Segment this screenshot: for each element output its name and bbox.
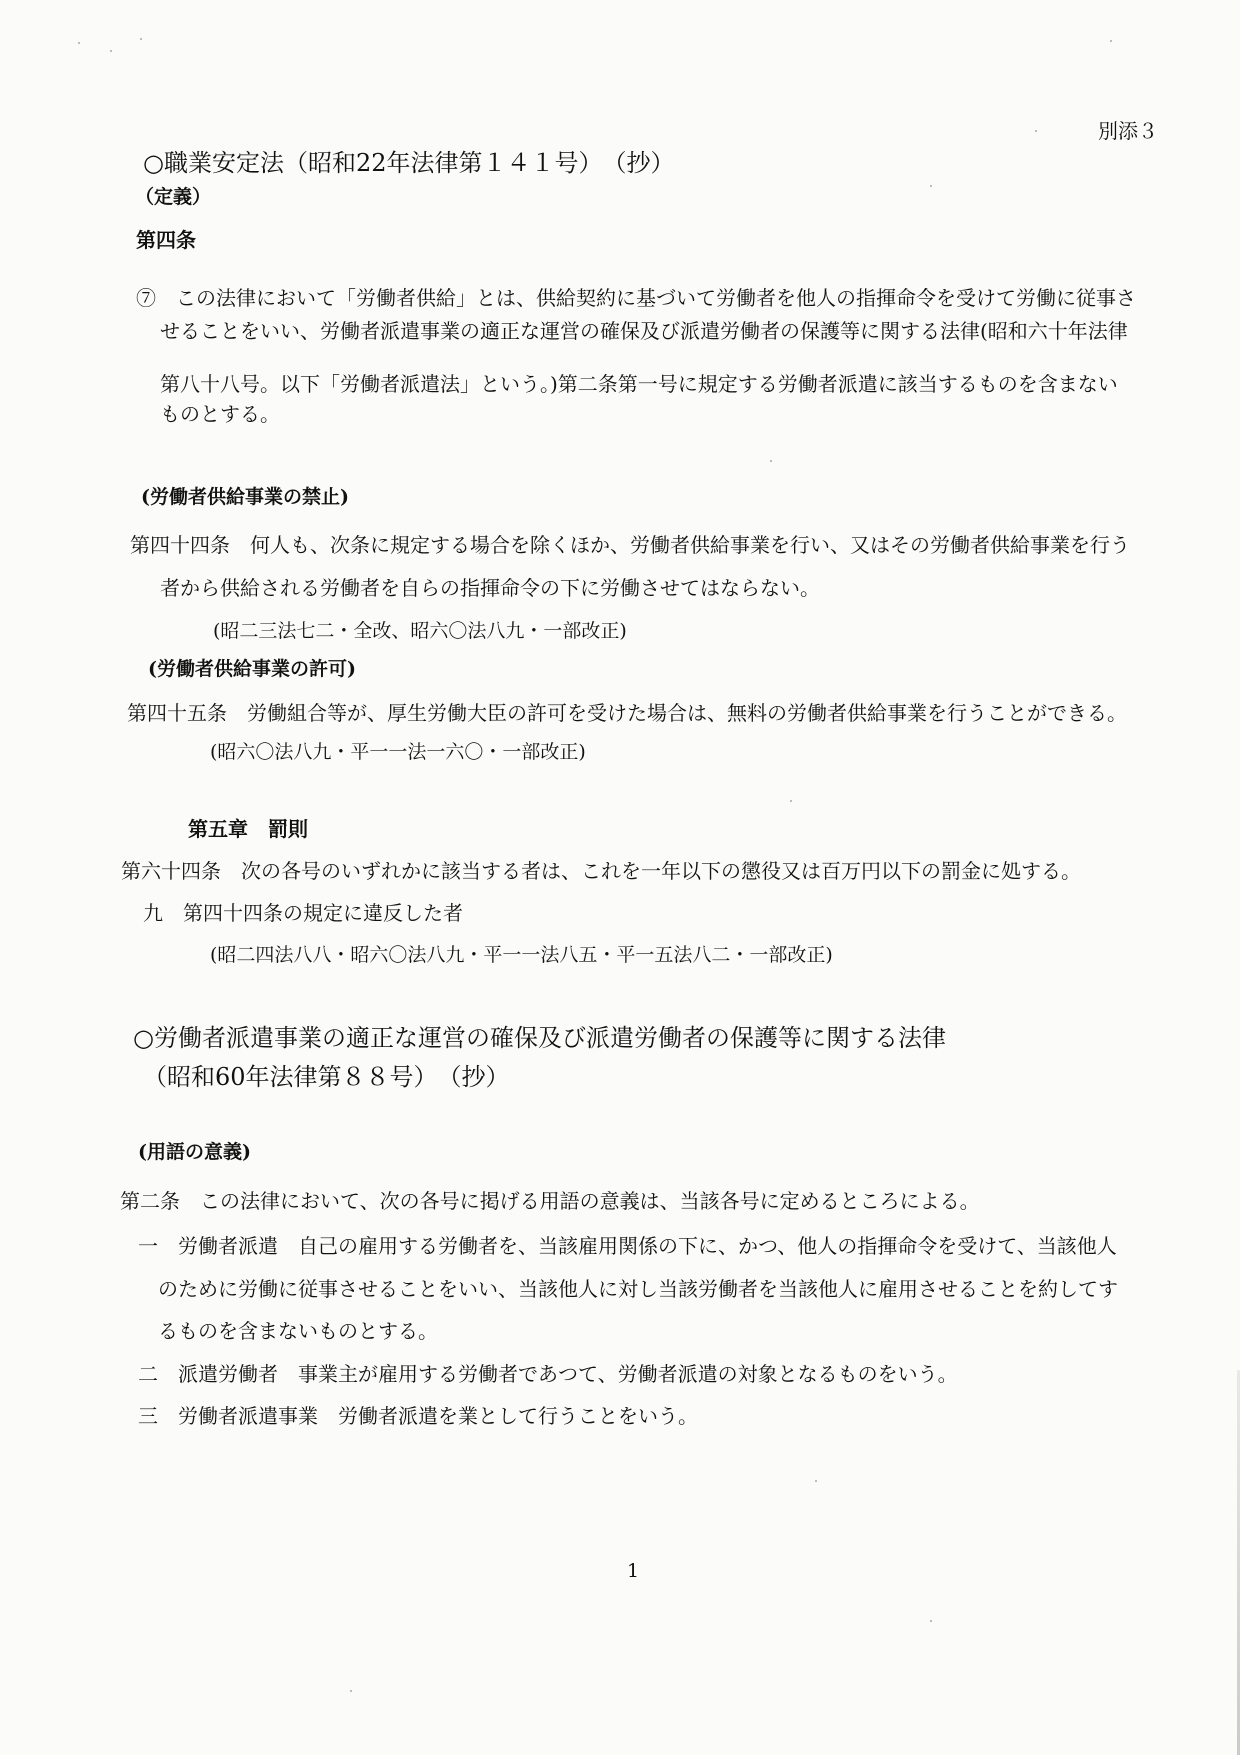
scan-speck xyxy=(930,185,932,187)
article-4-para7-line2: せることをいい、労働者派遣事業の適正な運営の確保及び派遣労働者の保護等に関する法律(昭和六十年法律 xyxy=(160,319,1128,343)
article-4-para7-line3: 第八十八号。以下「労働者派遣法」という。)第二条第一号に規定する労働者派遣に該当するものを含まない xyxy=(160,372,1118,396)
permit-heading: (労働者供給事業の許可) xyxy=(148,658,356,680)
law1-title: ○職業安定法（昭和22年法律第１４１号） （抄） xyxy=(143,149,675,177)
article-2-item2: 二 派遣労働者 事業主が雇用する労働者であつて、労働者派遣の対象となるものをいう。 xyxy=(138,1362,958,1386)
scan-speck xyxy=(790,800,792,802)
article-2-item3: 三 労働者派遣事業 労働者派遣を業として行うことをいう。 xyxy=(138,1404,698,1428)
scan-speck xyxy=(110,50,112,52)
article-2-item1-line2: のために労働に従事させることをいい、当該他人に対し当該労働者を当該他人に雇用させることを約してす xyxy=(158,1277,1118,1301)
article-2-item1-line3: るものを含まないものとする。 xyxy=(158,1319,438,1343)
scan-speck xyxy=(815,1480,817,1482)
chapter-5-heading: 第五章 罰則 xyxy=(188,817,308,841)
article-64-line1: 第六十四条 次の各号のいずれかに該当する者は、これを一年以下の懲役又は百万円以下の罰金に処する。 xyxy=(121,859,1081,883)
article-45-line1: 第四十五条 労働組合等が、厚生労働大臣の許可を受けた場合は、無料の労働者供給事業を行うことができる。 xyxy=(127,701,1127,725)
article-44-amendment-note: (昭二三法七二・全改、昭六〇法八九・一部改正) xyxy=(213,620,627,642)
article-4-label: 第四条 xyxy=(136,228,196,252)
article-4-para7-line4: ものとする。 xyxy=(160,402,280,426)
terms-heading: (用語の意義) xyxy=(138,1141,251,1163)
scan-speck xyxy=(770,460,772,462)
page-number: 1 xyxy=(627,1560,640,1582)
scan-speck xyxy=(140,38,142,40)
article-2-line1: 第二条 この法律において、次の各号に掲げる用語の意義は、当該各号に定めるところによる。 xyxy=(120,1189,980,1213)
prohibition-heading: (労働者供給事業の禁止) xyxy=(141,486,349,508)
scan-speck xyxy=(350,1690,352,1692)
definition-heading: （定義） xyxy=(135,186,212,208)
scan-speck xyxy=(1035,130,1037,132)
article-45-amendment-note: (昭六〇法八九・平一一法一六〇・一部改正) xyxy=(210,741,586,763)
article-44-line1: 第四十四条 何人も、次条に規定する場合を除くほか、労働者供給事業を行い、又はその労働者供給事業を行う xyxy=(130,533,1130,557)
scan-speck xyxy=(1110,40,1112,42)
article-2-item1-line1: 一 労働者派遣 自己の雇用する労働者を、当該雇用関係の下に、かつ、他人の指揮命令を受けて、当該他人 xyxy=(138,1234,1117,1258)
scan-speck xyxy=(78,42,80,44)
article-64-amendment-note: (昭二四法八八・昭六〇法八九・平一一法八五・平一五法八二・一部改正) xyxy=(210,944,833,966)
law2-title-line2: （昭和60年法律第８８号） （抄） xyxy=(143,1063,510,1091)
article-44-line2: 者から供給される労働者を自らの指揮命令の下に労働させてはならない。 xyxy=(160,576,820,600)
article-64-item9: 九 第四十四条の規定に違反した者 xyxy=(143,901,463,925)
scan-speck xyxy=(930,1620,932,1622)
attachment-label: 別添３ xyxy=(1098,119,1158,143)
article-4-para7-line1: ⑦ この法律において「労働者供給」とは、供給契約に基づいて労働者を他人の指揮命令を受けて労働に従事さ xyxy=(136,286,1136,310)
law2-title-line1: ○労働者派遣事業の適正な運営の確保及び派遣労働者の保護等に関する法律 xyxy=(133,1024,946,1052)
